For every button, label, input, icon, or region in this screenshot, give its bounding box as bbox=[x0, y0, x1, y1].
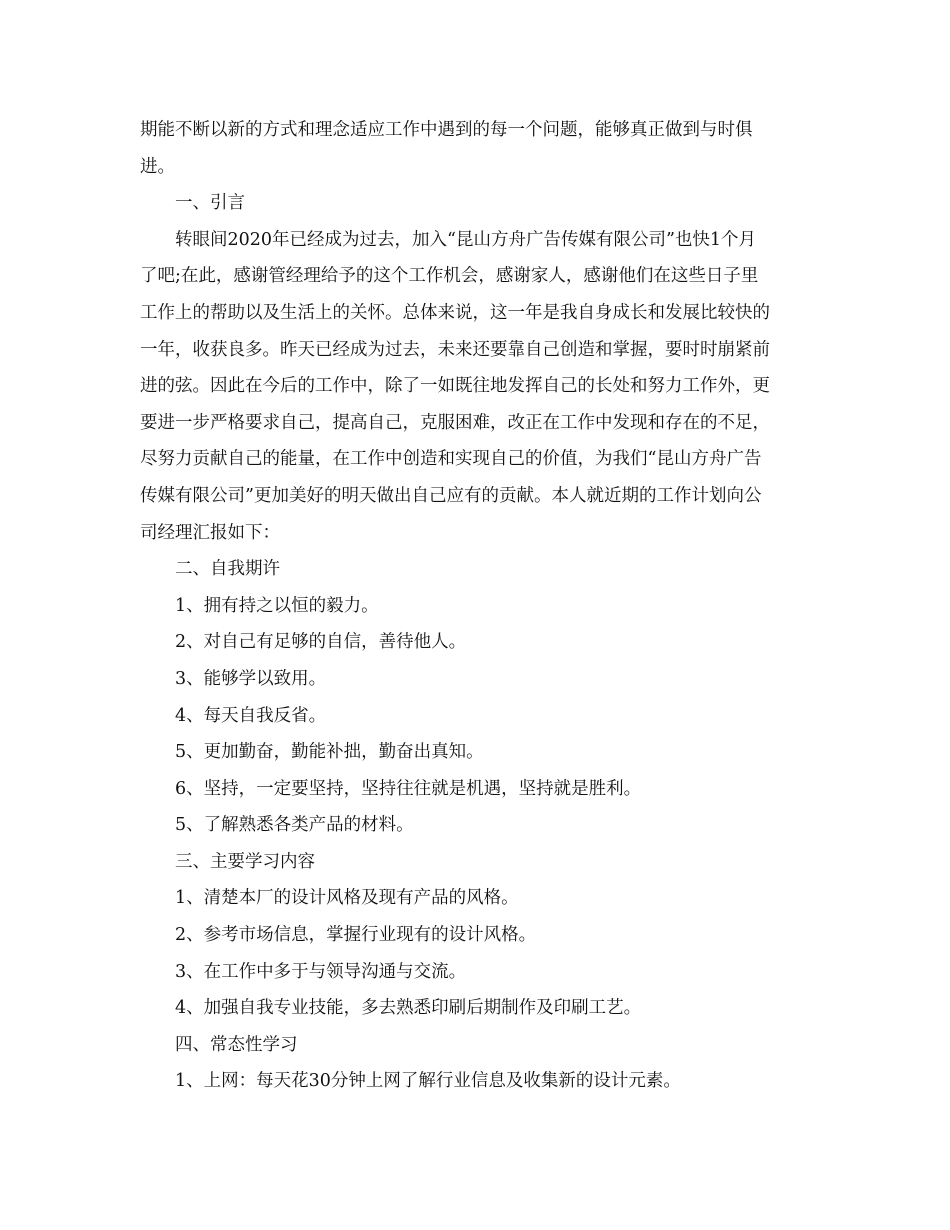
paragraph-line: 转眼间2020年已经成为过去，加入“昆山方舟广告传媒有限公司”也快1个月 bbox=[175, 229, 757, 250]
list-item: 4、每天自我反省。 bbox=[175, 705, 327, 726]
paragraph-line: 期能不断以新的方式和理念适应工作中遇到的每一个问题，能够真正做到与时俱 bbox=[140, 120, 753, 140]
document-body bbox=[140, 112, 820, 1100]
paragraph-line: 一年，收获良多。昨天已经成为过去，未来还要靠自己创造和掌握，要时时崩紧前 bbox=[140, 339, 770, 360]
paragraph-line: 进。 bbox=[140, 156, 175, 177]
paragraph-line: 司经理汇报如下： bbox=[140, 522, 280, 543]
paragraph-line: 要进一步严格要求自己，提高自己，克服困难，改正在工作中发现和存在的不足， bbox=[140, 412, 770, 433]
section-heading: 四、常态性学习 bbox=[175, 1034, 298, 1055]
paragraph-line: 工作上的帮助以及生活上的关怀。总体来说，这一年是我自身成长和发展比较快的 bbox=[140, 302, 770, 323]
list-item: 3、在工作中多于与领导沟通与交流。 bbox=[175, 961, 467, 982]
paragraph-line: 进的弦。因此在今后的工作中，除了一如既往地发挥自己的长处和努力工作外，更 bbox=[140, 376, 770, 397]
section-heading: 二、自我期许 bbox=[175, 559, 280, 580]
list-item: 2、参考市场信息，掌握行业现有的设计风格。 bbox=[175, 925, 537, 946]
list-item: 6、坚持，一定要坚持，坚持往往就是机遇，坚持就是胜利。 bbox=[175, 778, 642, 799]
list-item: 4、加强自我专业技能，多去熟悉印刷后期制作及印刷工艺。 bbox=[175, 998, 642, 1019]
paragraph-line: 尽努力贡献自己的能量，在工作中创造和实现自己的价值，为我们“昆山方舟广告 bbox=[140, 449, 762, 470]
list-item: 5、更加勤奋，勤能补拙，勤奋出真知。 bbox=[175, 742, 484, 763]
list-item: 1、拥有持之以恒的毅力。 bbox=[175, 595, 379, 616]
list-item: 3、能够学以致用。 bbox=[175, 668, 327, 689]
section-heading: 一、引言 bbox=[175, 193, 245, 214]
list-item: 1、清楚本厂的设计风格及现有产品的风格。 bbox=[175, 888, 519, 909]
list-item: 1、上网：每天花30分钟上网了解行业信息及收集新的设计元素。 bbox=[175, 1071, 681, 1092]
section-heading: 三、主要学习内容 bbox=[175, 851, 315, 872]
paragraph-line: 了吧;在此，感谢管经理给予的这个工作机会，感谢家人，感谢他们在这些日子里 bbox=[140, 266, 759, 287]
paragraph-line: 传媒有限公司”更加美好的明天做出自己应有的贡献。本人就近期的工作计划向公 bbox=[140, 485, 762, 506]
list-item: 5、了解熟悉各类产品的材料。 bbox=[175, 815, 414, 836]
list-item: 2、对自己有足够的自信，善待他人。 bbox=[175, 632, 467, 653]
